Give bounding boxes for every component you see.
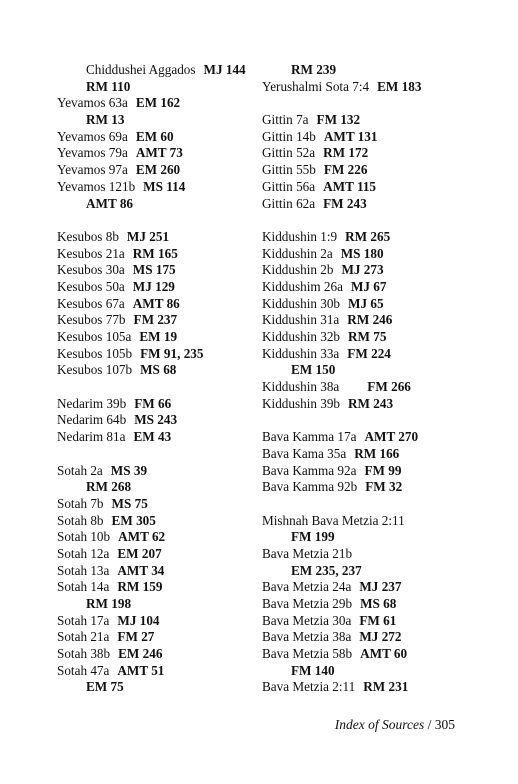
book-page-code: RM 172: [323, 145, 369, 161]
index-entry: [57, 279, 257, 296]
source-reference: Sotah 2a: [57, 462, 103, 478]
section-gap: [262, 412, 502, 429]
index-entry: [262, 279, 502, 296]
index-entry: [57, 496, 257, 513]
source-reference: Kesubos 21a: [57, 245, 125, 261]
book-page-code: MS 180: [340, 245, 384, 261]
book-page-code: MJ 67: [350, 278, 387, 294]
index-entry: [57, 229, 257, 246]
index-entry: [57, 629, 257, 646]
source-reference: Sotah 12a: [57, 545, 110, 561]
index-entry: [262, 629, 502, 646]
index-entry: [262, 563, 502, 580]
book-page-code: FM 140: [291, 662, 335, 678]
book-page-code: MS 243: [134, 412, 178, 428]
book-page-code: EM 19: [139, 329, 178, 344]
index-entry: [262, 479, 502, 496]
index-entry: [262, 79, 502, 96]
section-gap: [57, 379, 257, 396]
source-reference: Gittin 55b: [262, 162, 316, 178]
book-page-code: RM 198: [86, 596, 132, 611]
source-reference: Bava Metzia 21b: [262, 545, 353, 561]
index-entry: [57, 362, 257, 379]
index-entry: [57, 196, 257, 213]
index-entry: [262, 513, 502, 530]
index-entry: [57, 329, 257, 346]
book-page-code: EM 183: [377, 78, 422, 94]
source-reference: Kiddushin 39b: [262, 395, 341, 411]
index-entry: [57, 296, 257, 313]
source-reference: Nedarim 39b: [57, 395, 127, 411]
book-page-code: FM 66: [134, 395, 172, 411]
index-entry: [57, 129, 257, 146]
index-entry: [262, 379, 502, 396]
book-page-code: RM 265: [345, 228, 391, 244]
source-reference: Sotah 38b: [57, 646, 111, 662]
source-reference: Kesubos 67a: [57, 295, 125, 311]
book-page-code: MJ 129: [132, 278, 175, 294]
section-gap: [262, 496, 502, 513]
index-entry: [262, 646, 502, 663]
index-entry: [262, 162, 502, 179]
book-page-code: MJ 272: [359, 629, 402, 645]
source-reference: Bava Kamma 17a: [262, 429, 357, 445]
book-page-code: FM 266: [367, 379, 411, 395]
book-page-code: MS 75: [111, 495, 148, 511]
book-page-code: MS 39: [110, 462, 148, 478]
book-page-code: FM 224: [347, 345, 391, 361]
index-entry: [262, 446, 502, 463]
index-entry: [262, 429, 502, 446]
source-reference: Kiddushin 31a: [262, 312, 340, 328]
source-reference: Kesubos 105b: [57, 345, 133, 361]
index-entry: [262, 196, 502, 213]
source-reference: Bava Metzia 30a: [262, 612, 352, 628]
source-reference: Yevamos 97a: [57, 162, 128, 178]
book-page-code: RM 75: [348, 329, 387, 344]
index-entry: [57, 312, 257, 329]
source-reference: Nedarim 81a: [57, 429, 126, 445]
source-reference: Sotah 17a: [57, 612, 110, 628]
index-entry: [57, 563, 257, 580]
index-entry: [262, 613, 502, 630]
index-entry: [262, 179, 502, 196]
index-entry: [262, 246, 502, 263]
book-page-code: AMT 270: [364, 429, 419, 445]
index-entry: [262, 62, 502, 79]
source-reference: Bava Kama 35a: [262, 445, 347, 461]
source-reference: Bava Metzia 38a: [262, 629, 352, 645]
index-entry: [262, 579, 502, 596]
book-page-code: FM 91, 235: [140, 345, 204, 361]
index-entry: [57, 663, 257, 680]
book-page-code: MS 175: [132, 262, 176, 278]
source-reference: Bava Metzia 24a: [262, 579, 352, 595]
section-gap: [57, 212, 257, 229]
index-column-right: [262, 62, 502, 696]
book-page-code: MJ 65: [348, 295, 384, 311]
source-reference: Gittin 7a: [262, 112, 309, 128]
book-page-code: MS 114: [143, 178, 186, 194]
source-reference: Yevamos 63a: [57, 95, 128, 111]
index-entry: [57, 179, 257, 196]
book-page-code: RM 231: [363, 679, 409, 695]
book-page-code: RM 166: [354, 445, 400, 461]
book-page-code: FM 243: [323, 195, 367, 211]
source-reference: Sotah 47a: [57, 662, 110, 678]
index-entry: [57, 396, 257, 413]
index-entry: [57, 162, 257, 179]
source-reference: Nedarim 64b: [57, 412, 127, 428]
page-footer: [0, 717, 455, 733]
index-entry: [57, 513, 257, 530]
index-entry: [262, 663, 502, 680]
index-entry: [57, 79, 257, 96]
book-page-code: MJ 144: [203, 62, 246, 77]
index-entry: [57, 429, 257, 446]
source-reference: Kiddushin 30b: [262, 295, 341, 311]
source-reference: Kesubos 30a: [57, 262, 125, 278]
source-reference: Kesubos 50a: [57, 278, 125, 294]
book-page-code: MS 68: [360, 596, 397, 611]
index-entry: [57, 679, 257, 696]
index-entry: [57, 579, 257, 596]
index-entry: [57, 613, 257, 630]
source-reference: Kiddushin 2b: [262, 262, 334, 278]
book-page-code: AMT 86: [132, 295, 180, 311]
source-reference: Sotah 10b: [57, 529, 111, 545]
index-entry: [57, 529, 257, 546]
source-reference: Sotah 21a: [57, 629, 110, 645]
book-page-code: MJ 251: [126, 228, 170, 244]
index-entry: [262, 145, 502, 162]
index-entry: [57, 463, 257, 480]
source-reference: Gittin 56a: [262, 178, 316, 194]
source-reference: Kesubos 105a: [57, 329, 132, 344]
index-entry: [57, 112, 257, 129]
index-entry: [57, 62, 257, 79]
footer-separator: /: [424, 717, 435, 732]
source-reference: Yevamos 69a: [57, 128, 128, 144]
index-entry: [57, 145, 257, 162]
source-reference: Bava Metzia 58b: [262, 646, 353, 662]
index-entry: [262, 262, 502, 279]
index-entry: [262, 596, 502, 613]
book-page-code: MJ 104: [117, 612, 160, 628]
index-entry: [57, 262, 257, 279]
book-page-code: AMT 62: [118, 529, 166, 545]
source-reference: Sotah 14a: [57, 579, 110, 595]
book-page-code: AMT 34: [117, 562, 165, 578]
book-page-code: FM 27: [117, 629, 155, 645]
book-page-code: EM 235, 237: [291, 562, 362, 578]
book-page-code: AMT 86: [86, 195, 134, 211]
index-entry: [262, 396, 502, 413]
book-page-code: MS 68: [140, 362, 177, 378]
index-entry: [57, 646, 257, 663]
index-entry: [57, 346, 257, 363]
book-page-code: EM 150: [291, 362, 336, 378]
source-reference: Bava Kamma 92b: [262, 479, 358, 495]
source-reference: Sotah 7b: [57, 495, 104, 511]
book-page-code: AMT 60: [360, 646, 408, 662]
book-page-code: EM 43: [133, 429, 172, 445]
source-reference: Yevamos 121b: [57, 178, 136, 194]
book-page-code: EM 246: [118, 646, 163, 662]
index-entry: [262, 679, 502, 696]
index-entry: [262, 346, 502, 363]
source-reference: Sotah 8b: [57, 512, 104, 528]
book-page-code: FM 61: [359, 612, 397, 628]
index-entry: [57, 479, 257, 496]
index-entry: [262, 529, 502, 546]
index-entry: [262, 112, 502, 129]
book-page-code: AMT 115: [323, 178, 377, 194]
source-reference: Yevamos 79a: [57, 145, 128, 161]
book-page-code: MJ 237: [359, 579, 402, 595]
source-reference: Bava Metzia 2:11: [262, 679, 356, 695]
source-reference: Gittin 14b: [262, 128, 316, 144]
book-page-code: FM 32: [365, 479, 403, 495]
index-entry: [57, 95, 257, 112]
source-reference: Kiddushin 38a: [262, 379, 340, 395]
source-reference: Mishnah Bava Metzia 2:11: [262, 512, 405, 528]
footer-title: Index of Sources: [334, 717, 425, 732]
index-entry: [262, 329, 502, 346]
index-column-left: [57, 62, 257, 696]
book-page-code: RM 268: [86, 479, 132, 495]
book-page-code: RM 246: [347, 312, 393, 328]
index-entry: [57, 246, 257, 263]
index-entry: [57, 412, 257, 429]
book-page-code: AMT 73: [135, 145, 183, 161]
source-reference: Kesubos 107b: [57, 362, 133, 378]
book-page-code: EM 207: [117, 545, 162, 561]
source-reference: Chiddushei Aggados: [86, 62, 196, 77]
index-entry: [262, 362, 502, 379]
source-reference: Bava Metzia 29b: [262, 596, 353, 611]
book-page-code: RM 159: [117, 579, 163, 595]
book-page-code: FM 226: [323, 162, 368, 178]
source-reference: Kiddushin 1:9: [262, 228, 338, 244]
index-entry: [57, 546, 257, 563]
source-reference: Kesubos 8b: [57, 228, 119, 244]
source-reference: Kiddushim 26a: [262, 278, 343, 294]
index-entry: [262, 129, 502, 146]
index-entry: [57, 596, 257, 613]
source-reference: Bava Kamma 92a: [262, 462, 357, 478]
section-gap: [262, 212, 502, 229]
source-reference: Kiddushin 33a: [262, 345, 340, 361]
book-page-code: AMT 51: [117, 662, 165, 678]
section-gap: [262, 95, 502, 112]
book-page-code: FM 99: [364, 462, 402, 478]
book-page-code: FM 199: [291, 529, 335, 545]
book-page-code: RM 13: [86, 112, 125, 128]
source-reference: Kiddushin 32b: [262, 329, 341, 344]
source-reference: Yerushalmi Sota 7:4: [262, 78, 370, 94]
index-entry: [262, 312, 502, 329]
book-page-code: FM 237: [133, 312, 178, 328]
source-reference: Gittin 62a: [262, 195, 316, 211]
source-reference: Gittin 52a: [262, 145, 316, 161]
page-number: 305: [434, 717, 455, 732]
book-page-code: RM 110: [86, 78, 131, 94]
book-page-code: MJ 273: [341, 262, 384, 278]
book-page-code: EM 305: [111, 512, 156, 528]
book-page-code: FM 132: [316, 112, 361, 128]
source-reference: Sotah 13a: [57, 562, 110, 578]
book-page-code: EM 60: [135, 128, 174, 144]
source-reference: Kiddushin 2a: [262, 245, 333, 261]
section-gap: [57, 446, 257, 463]
book-page-code: EM 162: [135, 95, 181, 111]
index-entry: [262, 546, 502, 563]
index-entry: [262, 296, 502, 313]
book-page-code: RM 239: [291, 62, 337, 77]
book-page-code: EM 260: [135, 162, 181, 178]
book-page-code: EM 75: [86, 679, 124, 695]
source-reference: Kesubos 77b: [57, 312, 126, 328]
index-entry: [262, 463, 502, 480]
book-page-code: RM 165: [132, 245, 178, 261]
index-entry: [262, 229, 502, 246]
book-page-code: AMT 131: [323, 128, 378, 144]
book-page-code: RM 243: [348, 395, 394, 411]
